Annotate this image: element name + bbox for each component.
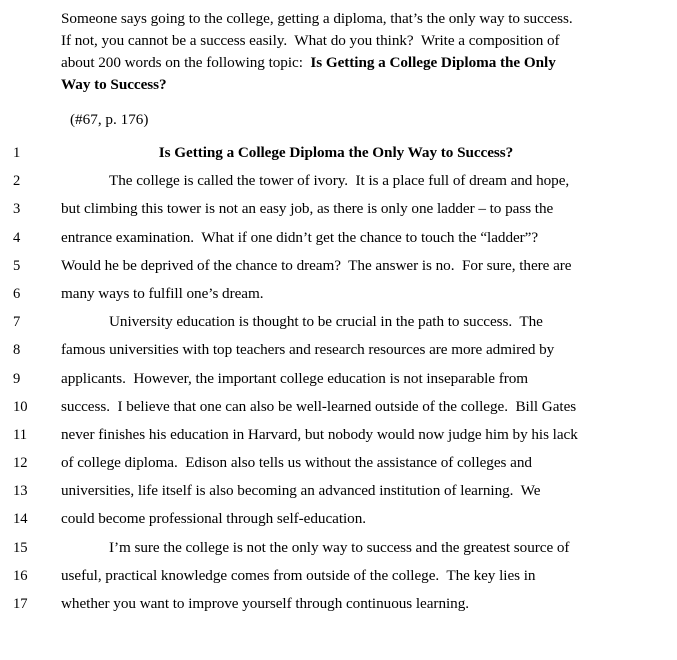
essay-line-row [0,253,677,281]
prompt-line-3 [61,52,666,74]
essay-line-text: but climbing this tower is not an easy job, as there is only one ladder – to pass the [61,200,554,218]
essay-line-row [0,450,677,478]
essay-line-row [0,366,677,394]
essay-line-row [0,506,677,534]
source-citation: (#67, p. 176) [70,111,149,128]
essay-line-text: never finishes his education in Harvard, but nobody would now judge him by his lack [61,425,578,443]
prompt-topic-bold-part-2: Way to Success? [61,76,167,93]
prompt-line-4 [61,74,666,96]
essay-line-row [0,422,677,450]
essay-line-text: famous universities with top teachers and research resources are more admired by [61,341,555,359]
essay-line-row [0,281,677,309]
essay-line-row [0,140,677,168]
line-number: 16 [13,567,28,584]
essay-line-row [0,478,677,506]
essay-line-row [0,535,677,563]
essay-line-row [0,168,677,196]
prompt-topic-bold-part-1: Is Getting a College Diploma the Only [310,54,556,71]
line-number: 8 [13,342,21,359]
essay-line-text: Would he be deprived of the chance to dream? The answer is no. For sure, there are [61,256,572,274]
essay-line-text: of college diploma. Edison also tells us without the assistance of colleges and [61,454,532,472]
essay-line-text: universities, life itself is also becoming an advanced institution of learning. We [61,482,541,500]
line-number: 2 [13,173,21,190]
line-number: 1 [13,145,21,161]
line-number: 7 [13,314,21,331]
line-number: 9 [13,370,21,387]
essay-line-text: The college is called the tower of ivory. It is a place full of dream and hope, [109,172,570,190]
line-number: 5 [13,257,21,274]
line-number: 11 [13,426,28,443]
line-number: 14 [13,511,28,528]
line-number: 6 [13,285,21,302]
essay-line-row [0,337,677,365]
essay-line-row [0,225,677,253]
essay-line-row [0,591,677,619]
line-number: 4 [13,229,21,246]
essay-line-text: applicants. However, the important college education is not inseparable from [61,369,529,387]
line-number: 10 [13,398,28,415]
prompt-line-3-plain: about 200 words on the following topic: [61,54,311,71]
essay-line-text: success. I believe that one can also be well-learned outside of the college. Bill Gates [61,397,577,415]
line-number: 17 [13,596,28,612]
essay-line-text: could become professional through self-education. [61,510,367,528]
essay-line-text: University education is thought to be crucial in the path to success. The [109,313,543,331]
prompt-line-2: If not, you cannot be a success easily. What do you think? Write a composition of [61,32,560,49]
line-number: 3 [13,201,21,218]
line-number: 15 [13,539,28,556]
essay-line-row [0,394,677,422]
essay-line-text: I’m sure the college is not the only way to success and the greatest source of [109,538,570,556]
essay-line-row [0,309,677,337]
line-number: 13 [13,483,28,500]
essay-line-text: entrance examination. What if one didn’t get the chance to touch the “ladder”? [61,228,539,246]
essay-line-text: many ways to fulfill one’s dream. [61,284,264,302]
essay-title: Is Getting a College Diploma the Only Way to Success? [158,144,514,161]
assignment-prompt [61,8,666,96]
essay-line-row [0,563,677,591]
essay-line-text: whether you want to improve yourself through continuous learning. [61,595,469,612]
prompt-line-1: Someone says going to the college, getting a diploma, that’s the only way to success. [61,10,573,27]
essay-line-text: useful, practical knowledge comes from outside of the college. The key lies in [61,566,536,584]
essay-line-row [0,196,677,224]
line-number: 12 [13,455,28,472]
numbered-essay-body [0,140,677,619]
